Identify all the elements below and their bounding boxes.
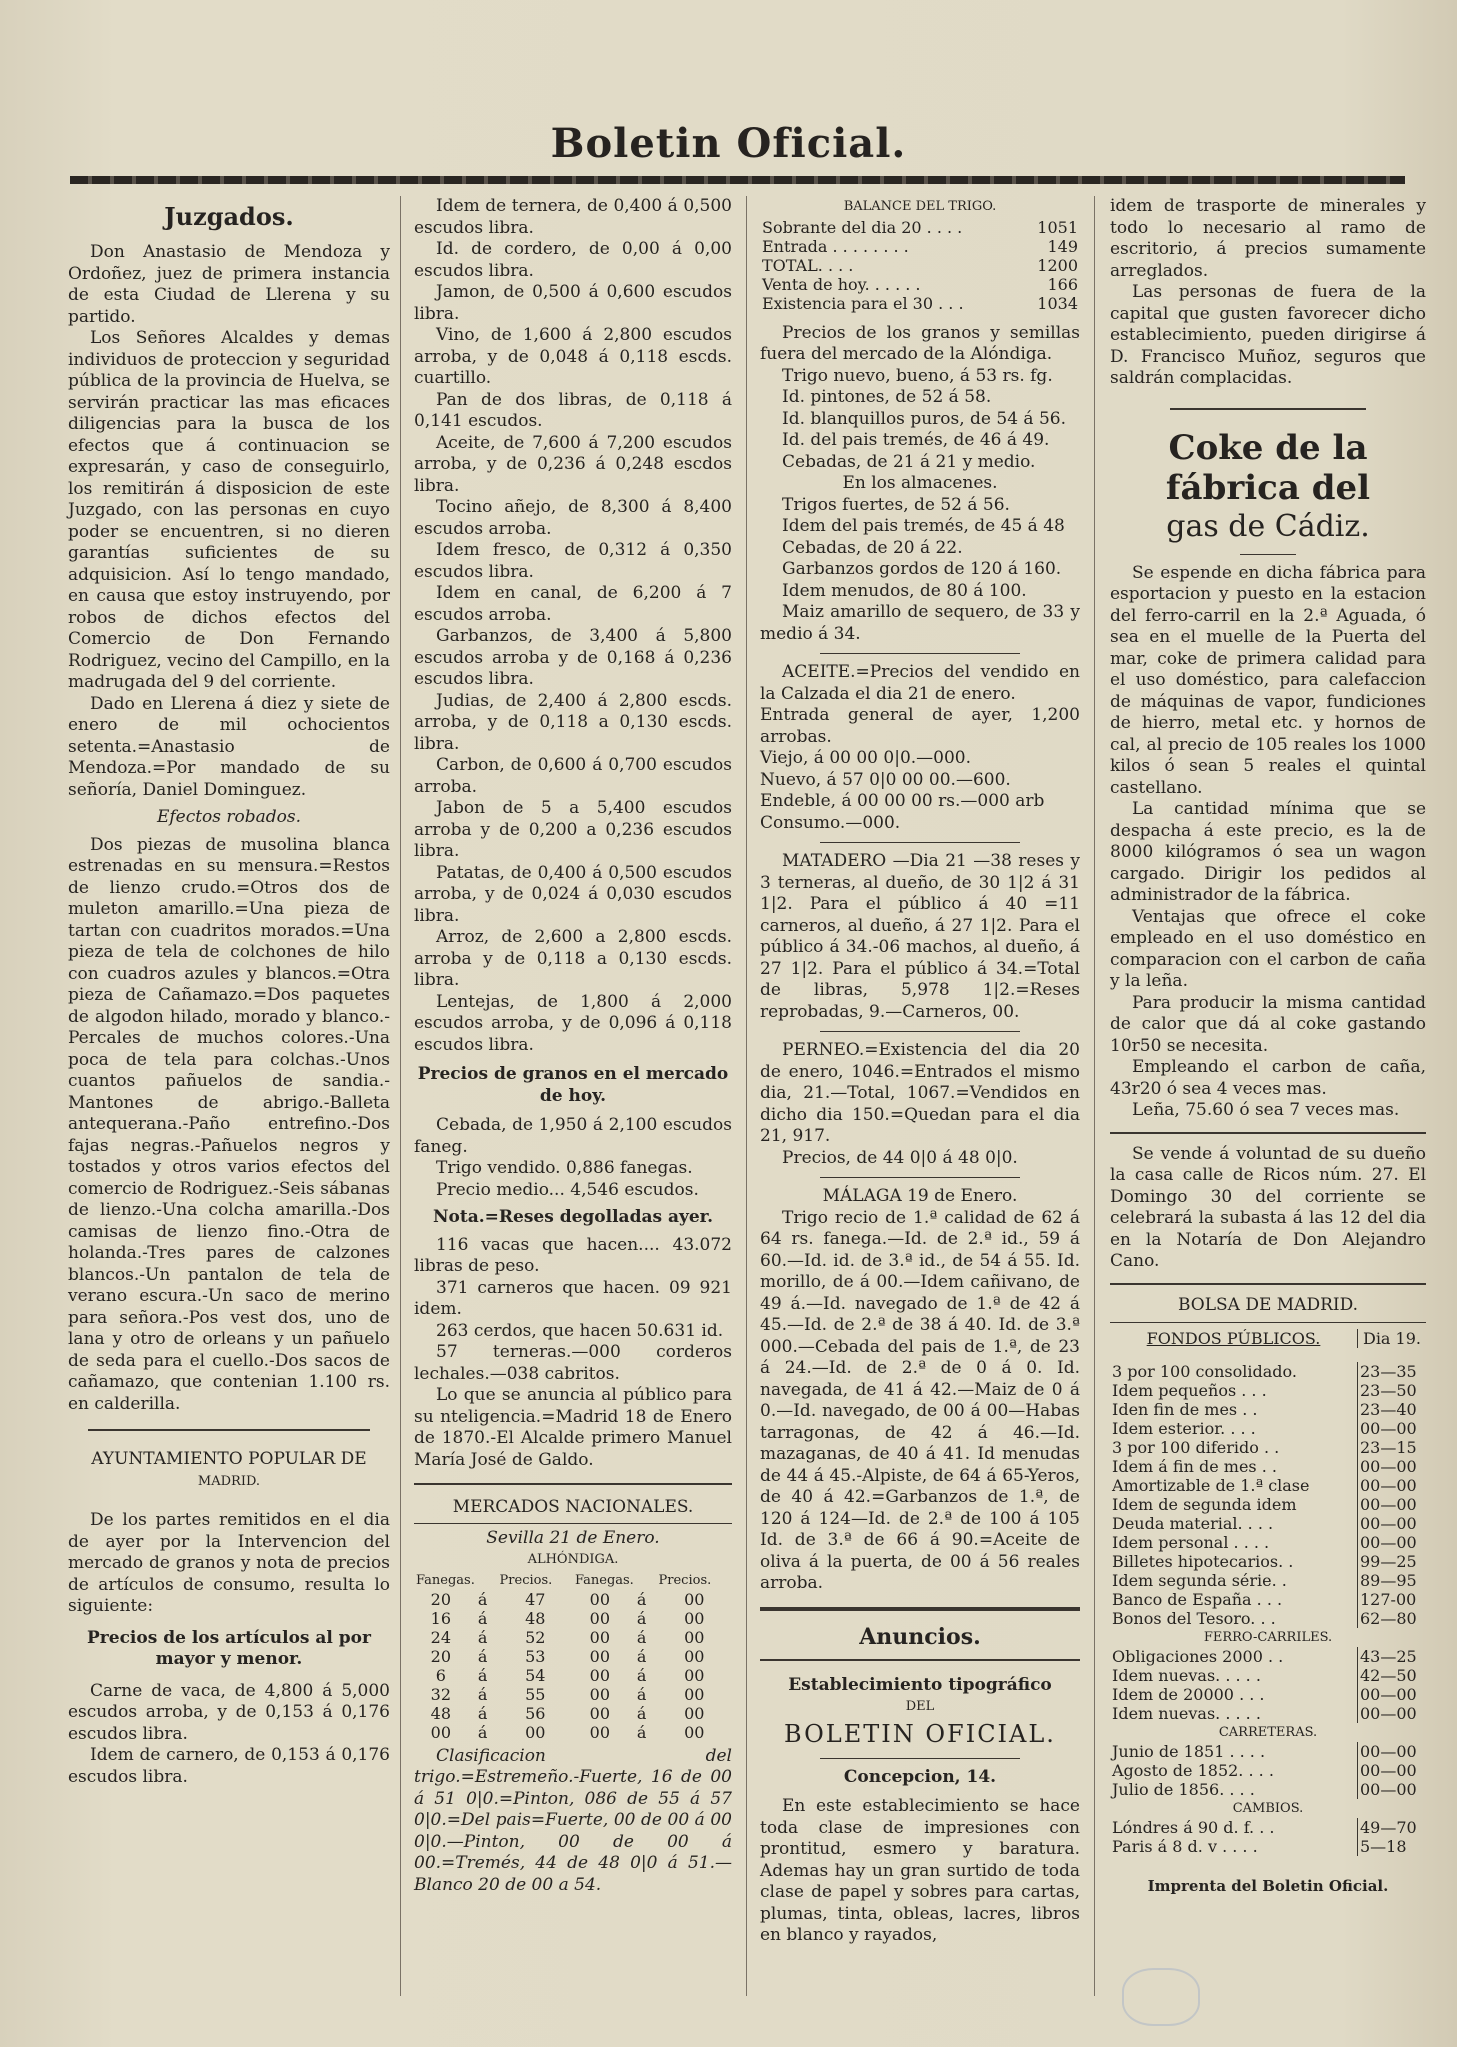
table-header: Precios. bbox=[658, 1572, 712, 1588]
bolsa-value: 42—50 bbox=[1358, 1666, 1427, 1685]
bolsa-row bbox=[1110, 1400, 1426, 1419]
bolsa-value: 00—00 bbox=[1358, 1761, 1427, 1780]
venta-paragraph: Se vende á voluntad de su dueño la casa calle de Ricos núm. 27. El Domingo 30 del corriente se celebrará la subasta á las 12 del dia en la Notaría de Don Alejandro Cano. bbox=[1110, 1143, 1426, 1271]
table-cell: 00 bbox=[684, 1722, 705, 1742]
bolsa-label: Idem nuevas. . . . . bbox=[1112, 1666, 1261, 1685]
price-item: Pan de dos libras, de 0,118 á 0,141 escudos. bbox=[414, 389, 732, 431]
paragraph: Los Señores Alcaldes y demas individuos de proteccion y seguridad pública de la provincia de Huelva, se servirán practicar las mas eficaces diligencias para la busca de los efectos que á continuacion se expresarán, y caso de conseguirlo, los remitirán á disposicion de este Juzgado, con las personas en cuyo poder se encuentren, si no dieren garantías suficientes de su adquisicion. Así lo tengo mandado, en causa que estoy instruyendo, por robos de dichos efectos del Comercio de Don Fernando Rodriguez, vecino del Campillo, en la madrugada del 9 del corriente. bbox=[68, 328, 390, 692]
bolsa-row bbox=[1110, 1609, 1426, 1628]
column-1 bbox=[68, 196, 390, 1788]
table-cell: 00 bbox=[684, 1684, 705, 1704]
table-cell: 00 bbox=[589, 1684, 610, 1704]
balance-row bbox=[760, 294, 1080, 313]
balance-value: 149 bbox=[1047, 236, 1078, 256]
table-header: Precios. bbox=[499, 1572, 553, 1588]
bolsa-label: Paris á 8 d. v . . . . bbox=[1112, 1837, 1258, 1856]
table-cell: 00 bbox=[589, 1589, 610, 1609]
table-cell: 00 bbox=[589, 1665, 610, 1685]
table-cell: 00 bbox=[684, 1589, 705, 1609]
price-item: Id. de cordero, de 0,00 á 0,00 escudos libra. bbox=[414, 239, 732, 281]
column-2 bbox=[414, 196, 732, 1896]
bolsa-value: 127-00 bbox=[1358, 1590, 1427, 1609]
table-cell: á bbox=[477, 1722, 488, 1742]
bolsa-row bbox=[1110, 1552, 1426, 1571]
bolsa-value: 00—00 bbox=[1358, 1685, 1427, 1704]
short-rule bbox=[820, 1031, 1020, 1032]
alhondiga-heading: ALHÓNDIGA. bbox=[527, 1552, 619, 1567]
table-header-row bbox=[414, 1571, 732, 1590]
bolsa-section-row bbox=[1110, 1723, 1426, 1742]
bolsa-table bbox=[1110, 1362, 1426, 1856]
perneo-paragraph: PERNEO.=Existencia del dia 20 de enero, 1046.=Entrados el mismo dia, 21.—Total, 1067.=Vendidos en dicho dia 150.=Quedan para el dia 21, 917. bbox=[760, 1040, 1080, 1146]
bolsa-value: 23—40 bbox=[1358, 1400, 1427, 1419]
coke-paragraph: La cantidad mínima que se despacha á este precio, es la de 8000 kilógramos ó sea un wagon cargado. Dirigir los pedidos al administrador de la fábrica. bbox=[1110, 799, 1426, 905]
bolsa-row bbox=[1110, 1438, 1426, 1457]
price-item: Aceite, de 7,600 á 7,200 escudos arroba, y de 0,236 á 0,248 escdos libra. bbox=[414, 432, 732, 496]
table-cell: á bbox=[477, 1627, 488, 1647]
bolsa-value: 00—00 bbox=[1358, 1780, 1427, 1799]
perneo-prices: Precios, de 44 0|0 á 48 0|0. bbox=[782, 1147, 1018, 1168]
table-cell: 54 bbox=[525, 1665, 546, 1685]
establecimiento-heading: Establecimiento tipográfico bbox=[788, 1674, 1052, 1695]
table-body bbox=[414, 1590, 732, 1742]
section-rule bbox=[1110, 1132, 1426, 1134]
table-cell: 47 bbox=[525, 1589, 546, 1609]
price-item: Cebadas, de 21 á 21 y medio. bbox=[782, 451, 1036, 472]
table-header: Fanegas. bbox=[574, 1572, 634, 1588]
reses-item: 371 carneros que hacen. 09 921 idem. bbox=[414, 1277, 732, 1319]
malaga-dateline: MÁLAGA 19 de Enero. bbox=[822, 1186, 1018, 1206]
bolsa-label: Idem á fin de mes . . bbox=[1112, 1457, 1277, 1476]
table-row bbox=[414, 1647, 732, 1666]
section-rule bbox=[1170, 408, 1366, 410]
table-row bbox=[414, 1666, 732, 1685]
bolsa-value: 62—80 bbox=[1358, 1609, 1427, 1628]
paragraph: De los partes remitidos en el dia de ayer por la Intervencion del mercado de granos y nota de precios de artículos de consumo, resulta lo siguiente: bbox=[68, 1510, 390, 1616]
paragraph: idem de trasporte de minerales y todo lo necesario al ramo de escritorio, á precios sumamente arreglados. bbox=[1110, 196, 1426, 281]
bolsa-row bbox=[1110, 1685, 1426, 1704]
table-cell: 55 bbox=[525, 1684, 546, 1704]
short-rule bbox=[820, 842, 1020, 843]
section-rule bbox=[414, 1483, 732, 1485]
bolsa-row bbox=[1110, 1761, 1426, 1780]
grain-item: Cebada, de 1,950 á 2,100 escudos faneg. bbox=[414, 1115, 732, 1157]
clasificacion-paragraph: Clasificacion del trigo.=Estremeño.-Fuerte, 16 de 00 á 51 0|0.=Pinton, 086 de 55 á 57 0|0.=Del pais=Fuerte, 00 de 00 á 00 0|0.—Pinton, 00 de 00 á 00.=Tremés, 44 de 48 0|0 á 51.—Blanco 20 de 00 a 54. bbox=[414, 1745, 732, 1895]
section-rule bbox=[88, 1429, 370, 1431]
section-rule bbox=[414, 1523, 732, 1524]
table-cell: 00 bbox=[589, 1627, 610, 1647]
subheading-efectos: Efectos robados. bbox=[156, 807, 302, 827]
bolsa-section-heading: CARRETERAS. bbox=[1218, 1725, 1318, 1740]
bolsa-row bbox=[1110, 1666, 1426, 1685]
column-divider bbox=[1094, 196, 1095, 1996]
coke-paragraph: Se espende en dicha fábrica para esportacion y puesto en la estacion del ferro-carril en la 2.ª Aguada, ó sea en el muelle de la Puerta del mar, coke de primera calidad para el uso doméstico, para calefaccion de máquinas de vapor, fundiciones de hierro, metal etc. y hornos de cal, al precio de 105 reales los 1000 kilos ó sean 5 reales el quintal castellano. bbox=[1110, 562, 1426, 798]
price-item: Garbanzos gordos de 120 á 160. bbox=[782, 559, 1062, 579]
bolsa-label: Agosto de 1852. . . . bbox=[1112, 1761, 1274, 1780]
bolsa-label: Banco de España . . . bbox=[1112, 1590, 1283, 1609]
table-cell: 00 bbox=[589, 1703, 610, 1723]
table-cell: á bbox=[477, 1703, 488, 1723]
column-divider bbox=[400, 196, 401, 1996]
bolsa-label: 3 por 100 diferido . . bbox=[1112, 1438, 1280, 1457]
column-3 bbox=[760, 196, 1080, 1947]
table-cell: 32 bbox=[430, 1684, 452, 1704]
price-item: Judias, de 2,400 á 2,800 escds. arroba, y de 0,118 a 0,130 escds. libra. bbox=[414, 690, 732, 754]
table-row bbox=[414, 1685, 732, 1704]
table-cell: 00 bbox=[684, 1665, 705, 1685]
price-item: Patatas, de 0,400 á 0,500 escudos arroba, y de 0,024 á 0,030 escudos libra. bbox=[414, 862, 732, 926]
price-item: Cebadas, de 20 á 22. bbox=[782, 537, 963, 558]
table-cell: 00 bbox=[589, 1608, 610, 1628]
table-cell: 16 bbox=[430, 1608, 452, 1628]
bolsa-value: 23—15 bbox=[1358, 1438, 1427, 1457]
price-item: Maiz amarillo de sequero, de 33 y medio á 34. bbox=[760, 602, 1080, 644]
price-item: Vino, de 1,600 á 2,800 escudos arroba, y de 0,048 á 0,118 escds. cuartillo. bbox=[414, 325, 732, 388]
balance-value: 1034 bbox=[1037, 293, 1078, 313]
bolsa-label: Idem de 20000 . . . bbox=[1112, 1685, 1265, 1704]
bolsa-value: 00—00 bbox=[1358, 1457, 1427, 1476]
price-item: Id. pintones, de 52 á 58. bbox=[782, 387, 992, 407]
price-item: Idem del pais tremés, de 45 á 48 bbox=[782, 516, 1065, 536]
grain-heading: Precios de granos en el mercado de hoy. bbox=[417, 1064, 729, 1106]
table-cell: á bbox=[477, 1684, 488, 1704]
bolsa-row bbox=[1110, 1419, 1426, 1438]
table-row bbox=[414, 1628, 732, 1647]
mercados-heading: MERCADOS NACIONALES. bbox=[452, 1497, 694, 1517]
price-item: Idem fresco, de 0,312 á 0,350 escudos libra. bbox=[414, 540, 732, 582]
table-cell: 00 bbox=[684, 1703, 705, 1723]
bolsa-row bbox=[1110, 1495, 1426, 1514]
closing-paragraph: Lo que se anuncia al público para su nteligencia.=Madrid 18 de Enero de 1870.-El Alcalde primero Manuel María José de Galdo. bbox=[414, 1385, 732, 1470]
table-cell: 53 bbox=[525, 1646, 546, 1666]
short-rule bbox=[820, 1177, 1020, 1178]
table-cell: 00 bbox=[589, 1646, 610, 1666]
reses-item: 116 vacas que hacen.... 43.072 libras de peso. bbox=[414, 1234, 732, 1276]
table-cell: 00 bbox=[684, 1627, 705, 1647]
coke-paragraph: Empleando el carbon de caña, 43r20 ó sea 4 veces mas. bbox=[1110, 1057, 1426, 1099]
bolsa-row bbox=[1110, 1571, 1426, 1590]
short-rule bbox=[820, 653, 1020, 654]
bolsa-header bbox=[1110, 1329, 1426, 1348]
table-cell: á bbox=[636, 1589, 647, 1609]
bolsa-row bbox=[1110, 1818, 1426, 1837]
paragraph: Las personas de fuera de la capital que gusten favorecer dicho establecimiento, pueden dirigirse á D. Francisco Muñoz, seguros que saldrán complacidas. bbox=[1110, 282, 1426, 388]
almacenes-heading: En los almacenes. bbox=[842, 473, 998, 493]
imprenta-footer: Imprenta del Boletin Oficial. bbox=[1147, 1877, 1389, 1895]
balance-value: 1051 bbox=[1037, 217, 1078, 237]
table-cell: 00 bbox=[684, 1646, 705, 1666]
paragraph: Precios de los granos y semillas fuera del mercado de la Alóndiga. bbox=[760, 322, 1080, 364]
balance-label: Venta de hoy. . . . . . bbox=[762, 274, 921, 294]
bolsa-label: Iden fin de mes . . bbox=[1112, 1400, 1258, 1419]
bolsa-value: 00—00 bbox=[1358, 1495, 1427, 1514]
table-row bbox=[414, 1723, 732, 1742]
bolsa-label: Obligaciones 2000 . . bbox=[1112, 1647, 1284, 1666]
bolsa-label: 3 por 100 consolidado. bbox=[1112, 1362, 1297, 1381]
bolsa-label: Idem esterior. . . . bbox=[1112, 1419, 1256, 1438]
bolsa-value: 00—00 bbox=[1358, 1419, 1427, 1438]
matadero-paragraph: MATADERO —Dia 21 —38 reses y 3 terneras, al dueño, de 30 1|2 á 31 1|2. Para el público á 40 =11 carneros, al dueño, á 27 1|2. Para el público á 34.-06 machos, al dueño, á 27 1|2. Para el público á 34.=Total de libras, 5,978 1|2.=Reses reprobadas, 9.—Carneros, 00. bbox=[760, 851, 1080, 1022]
table-cell: á bbox=[636, 1684, 647, 1704]
bolsa-row bbox=[1110, 1837, 1426, 1856]
price-item: Garbanzos, de 3,400 á 5,800 escudos arroba y de 0,168 á 0,236 escudos libra. bbox=[414, 626, 732, 689]
table-cell: 6 bbox=[435, 1665, 446, 1685]
price-item: Idem en canal, de 6,200 á 7 escudos arroba. bbox=[414, 583, 732, 625]
coke-paragraph: Leña, 75.60 ó sea 7 veces mas. bbox=[1132, 1100, 1400, 1120]
bolsa-label: Idem pequeños . . . bbox=[1112, 1381, 1267, 1400]
bolsa-row bbox=[1110, 1457, 1426, 1476]
masthead-rule bbox=[70, 176, 1405, 184]
spacer bbox=[1110, 1348, 1426, 1362]
price-item: Carne de vaca, de 4,800 á 5,000 escudos arroba, y de 0,153 á 0,176 escudos libra. bbox=[68, 1680, 390, 1744]
coke-paragraph: Para producir la misma cantidad de calor que dá al coke gastando 10r50 se necesita. bbox=[1110, 992, 1426, 1056]
prices-heading: Precios de los artículos al por mayor y menor. bbox=[87, 1627, 371, 1669]
balance-row bbox=[760, 275, 1080, 294]
table-row bbox=[414, 1590, 732, 1609]
balance-row bbox=[760, 237, 1080, 256]
bolsa-row bbox=[1110, 1780, 1426, 1799]
bolsa-value: 00—00 bbox=[1358, 1476, 1427, 1495]
price-item: Idem de ternera, de 0,400 á 0,500 escudos libra. bbox=[414, 196, 732, 238]
price-item: Arroz, de 2,600 a 2,800 escds. arroba y de 0,118 a 0,130 escds. libra. bbox=[414, 927, 732, 990]
bolsa-section-heading: CAMBIOS. bbox=[1232, 1801, 1304, 1816]
table-cell: 20 bbox=[430, 1646, 452, 1666]
bolsa-label: Idem de segunda idem bbox=[1112, 1495, 1297, 1514]
nota-heading: Nota.=Reses degolladas ayer. bbox=[432, 1207, 713, 1227]
bolsa-label: Deuda material. . . . bbox=[1112, 1514, 1274, 1533]
table-cell: á bbox=[636, 1665, 647, 1685]
del-label: DEL bbox=[905, 1699, 935, 1714]
bolsa-section-heading: FERRO-CARRILES. bbox=[1203, 1630, 1333, 1645]
table-cell: 00 bbox=[525, 1722, 546, 1742]
balance-label: Sobrante del dia 20 . . . . bbox=[762, 217, 963, 237]
column-divider bbox=[746, 196, 747, 1996]
boletin-heading: BOLETIN OFICIAL. bbox=[784, 1719, 1056, 1748]
establecimiento-paragraph: En este establecimiento se hace toda clase de impresiones con prontitud, esmero y baratura. Ademas hay un gran surtido de toda clase de papel y sobres para cartas, plumas, tinta, obleas, lacres, libros en blanco y rayados, bbox=[760, 1796, 1080, 1945]
bolsa-label: Amortizable de 1.ª clase bbox=[1112, 1476, 1310, 1495]
malaga-paragraph: Trigo recio de 1.ª calidad de 62 á 64 rs. fanega.—Id. de 2.ª id., 59 á 60.—Id. id. de 3.ª id., de 54 á 55. Id. morillo, de á 00.—Idem cañivano, de 49 á.—Id. navegado de 1.ª de 42 á 45.—Id. de 2.ª de 38 á 40. Id. de 3.ª 000.—Cebada del pais de 1.ª, de 23 á 24.—Id. de 2.ª de 0 á 0. Id. navegada, de 41 á 42.—Maiz de 0 á 0.—Id. navegado, de 00 á 00—Habas tarragonas, de 42 á 46.—Id. mazaganas, de 40 á 41. Id menudas de 44 á 45.-Alpiste, de 64 á 65-Yeros, de 40 á 42.=Garbanzos de 1.ª, de 120 á 124—Id. de 2.ª de 100 á 105 Id. de 3.ª de 66 á 90.=Aceite de oliva á la puerta, de 00 á 56 reales arroba. bbox=[760, 1207, 1080, 1593]
price-item: Id. blanquillos puros, de 54 á 56. bbox=[782, 408, 1066, 429]
anuncios-heading: Anuncios. bbox=[859, 1623, 981, 1650]
table-row bbox=[414, 1704, 732, 1723]
bolsa-row bbox=[1110, 1704, 1426, 1723]
section-rule bbox=[760, 1607, 1080, 1611]
table-cell: 24 bbox=[430, 1627, 452, 1647]
grain-item: Trigo vendido. 0,886 fanegas. bbox=[436, 1158, 693, 1178]
bolsa-label: Bonos del Tesoro. . . bbox=[1112, 1609, 1276, 1628]
alhondiga-table bbox=[414, 1571, 732, 1742]
library-stamp bbox=[1122, 1968, 1200, 2026]
bolsa-row bbox=[1110, 1647, 1426, 1666]
bolsa-value: 23—50 bbox=[1358, 1381, 1427, 1400]
table-cell: á bbox=[477, 1665, 488, 1685]
dia-heading: Dia 19. bbox=[1358, 1329, 1427, 1348]
bolsa-label: Idem nuevas. . . . . bbox=[1112, 1704, 1261, 1723]
table-cell: á bbox=[636, 1703, 647, 1723]
ayuntamiento-subheading: MADRID. bbox=[197, 1473, 261, 1489]
price-item: Idem menudos, de 80 á 100. bbox=[782, 580, 1027, 601]
bolsa-label: Julio de 1856. . . . bbox=[1112, 1780, 1255, 1799]
table-cell: 56 bbox=[525, 1703, 546, 1723]
short-rule bbox=[1240, 554, 1296, 555]
balance-label: Existencia para el 30 . . . bbox=[762, 293, 964, 313]
price-item: Lentejas, de 1,800 á 2,000 escudos arroba, y de 0,096 á 0,118 escudos libra. bbox=[414, 991, 732, 1055]
balance-heading: BALANCE DEL TRIGO. bbox=[843, 199, 997, 214]
balance-label: TOTAL. . . . bbox=[762, 255, 854, 275]
fondos-heading: FONDOS PÚBLICOS. bbox=[1146, 1329, 1321, 1348]
table-cell: á bbox=[477, 1589, 488, 1609]
coke-heading: Coke de la fábrica del bbox=[1165, 427, 1371, 508]
price-item: Id. del pais tremés, de 46 á 49. bbox=[782, 430, 1050, 450]
table-cell: 48 bbox=[525, 1608, 546, 1628]
reses-item: 57 terneras.—000 corderos lechales.—038 cabritos. bbox=[414, 1342, 732, 1384]
bolsa-section-row bbox=[1110, 1799, 1426, 1818]
concepcion-heading: Concepcion, 14. bbox=[843, 1766, 997, 1787]
price-item: Tocino añejo, de 8,300 á 8,400 escudos arroba. bbox=[414, 497, 732, 539]
bolsa-value: 99—25 bbox=[1358, 1552, 1427, 1571]
bolsa-row bbox=[1110, 1533, 1426, 1552]
bolsa-row bbox=[1110, 1590, 1426, 1609]
table-cell: á bbox=[636, 1722, 647, 1742]
table-cell: á bbox=[636, 1627, 647, 1647]
table-cell: á bbox=[636, 1608, 647, 1628]
short-rule bbox=[820, 1758, 1020, 1759]
balance-table bbox=[760, 218, 1080, 313]
table-cell: 52 bbox=[525, 1627, 546, 1647]
juzgados-heading: Juzgados. bbox=[164, 202, 294, 231]
bolsa-label: Lóndres á 90 d. f. . . bbox=[1112, 1818, 1275, 1837]
bolsa-label: Billetes hipotecarios. . bbox=[1112, 1552, 1294, 1571]
table-cell: 20 bbox=[430, 1589, 452, 1609]
bolsa-label: Junio de 1851 . . . . bbox=[1112, 1742, 1266, 1761]
table-cell: 00 bbox=[589, 1722, 610, 1742]
table-cell: á bbox=[636, 1646, 647, 1666]
bolsa-section-row bbox=[1110, 1628, 1426, 1647]
bolsa-value: 00—00 bbox=[1358, 1514, 1427, 1533]
price-item: Trigos fuertes, de 52 á 56. bbox=[782, 494, 1010, 515]
bolsa-value: 89—95 bbox=[1358, 1571, 1427, 1590]
paragraph: Don Anastasio de Mendoza y Ordoñez, juez de primera instancia de esta Ciudad de Llerena y su partido. bbox=[68, 242, 390, 327]
price-item: Idem de carnero, de 0,153 á 0,176 escudos libra. bbox=[68, 1745, 390, 1787]
grain-item: Precio medio... 4,546 escudos. bbox=[436, 1179, 699, 1200]
balance-value: 166 bbox=[1047, 274, 1078, 294]
bolsa-row bbox=[1110, 1476, 1426, 1495]
balance-label: Entrada . . . . . . . . bbox=[762, 236, 909, 256]
aceite-paragraph: ACEITE.=Precios del vendido en la Calzada el dia 21 de enero. Entrada general de ayer, 1,200 arrobas. Viejo, á 00 00 0|0.—000. Nuevo, á 57 0|0 00 00.—600. Endeble, á 00 00 00 rs.—000 arb Consumo.—000. bbox=[760, 662, 1080, 833]
bolsa-value: 00—00 bbox=[1358, 1533, 1427, 1552]
table-cell: á bbox=[477, 1608, 488, 1628]
bolsa-row bbox=[1110, 1362, 1426, 1381]
bolsa-label: Idem segunda série. . bbox=[1112, 1571, 1287, 1590]
column-4 bbox=[1110, 196, 1426, 1898]
table-header: Fanegas. bbox=[416, 1572, 475, 1588]
section-rule bbox=[760, 1659, 1080, 1661]
price-item: Jamon, de 0,500 á 0,600 escudos libra. bbox=[414, 282, 732, 324]
bolsa-row bbox=[1110, 1742, 1426, 1761]
ayuntamiento-heading: AYUNTAMIENTO POPULAR DE bbox=[91, 1449, 367, 1469]
masthead-title: Boletin Oficial. bbox=[550, 120, 907, 167]
price-item: Carbon, de 0,600 á 0,700 escudos arroba. bbox=[414, 755, 732, 797]
bolsa-value: 23—35 bbox=[1358, 1362, 1427, 1381]
coke-subheading: gas de Cádiz. bbox=[1166, 508, 1370, 544]
bolsa-value: 43—25 bbox=[1358, 1647, 1427, 1666]
balance-value: 1200 bbox=[1037, 255, 1078, 275]
bolsa-value: 00—00 bbox=[1358, 1742, 1427, 1761]
bolsa-value: 49—70 bbox=[1358, 1818, 1427, 1837]
price-item: Jabon de 5 a 5,400 escudos arroba y de 0,200 a 0,236 escudos libra. bbox=[414, 798, 732, 861]
price-item: Trigo nuevo, bueno, á 53 rs. fg. bbox=[782, 365, 1053, 386]
table-cell: á bbox=[477, 1646, 488, 1666]
table-cell: 00 bbox=[684, 1608, 705, 1628]
bolsa-heading: BOLSA DE MADRID. bbox=[1177, 1294, 1359, 1315]
balance-row bbox=[760, 218, 1080, 237]
bolsa-value: 5—18 bbox=[1358, 1837, 1427, 1856]
bolsa-label: Idem personal . . . . bbox=[1112, 1533, 1270, 1552]
paragraph: Dado en Llerena á diez y siete de enero de mil ochocientos setenta.=Anastasio de Mendoza.=Por mandado de su señoría, Daniel Dominguez. bbox=[68, 693, 390, 800]
bolsa-row bbox=[1110, 1381, 1426, 1400]
table-row bbox=[414, 1609, 732, 1628]
balance-row bbox=[760, 256, 1080, 275]
bolsa-row bbox=[1110, 1514, 1426, 1533]
section-rule bbox=[1110, 1283, 1426, 1285]
reses-item: 263 cerdos, que hacen 50.631 id. bbox=[436, 1320, 724, 1341]
short-rule bbox=[1110, 1322, 1426, 1323]
bolsa-value: 00—00 bbox=[1358, 1704, 1427, 1723]
sevilla-dateline: Sevilla 21 de Enero. bbox=[486, 1527, 660, 1548]
paragraph-efectos: Dos piezas de musolina blanca estrenadas en su mensura.=Restos de lienzo crudo.=Otros dos de muleton amarillo.=Una pieza de tartan con cuadritos morados.=Una pieza de tela de colchones de hilo con cuadros azules y blancos.=Otra pieza de Cañamazo.=Dos paquetes de algodon hilado, morado y blanco.-Percales de muchos colores.-Una poca de tela para colchas.-Unos cuantos pañuelos de sandia.-Mantones de abrigo.-Balleta antequerana.-Paño entrefino.-Dos fajas negras.-Pañuelos negros y tostados y otros varios efectos del comercio de Rodriguez.-Seis sábanas de lienzo.-Una colcha amarilla.-Dos camisas de lienzo fino.-Otra de holanda.-Tres pares de calzones blancos.-Un pantalon de tela de verano escura.-Un saco de merino para señora.-Pos vest dos, uno de lana y otro de orleans y un pañuelo de seda para el cuello.-Dos sacos de cañamazo, que contenian 1.100 rs. en calderilla. bbox=[68, 834, 390, 1414]
coke-paragraph: Ventajas que ofrece el coke empleado en el uso doméstico en comparacion con el carbon de caña y la leña. bbox=[1110, 906, 1426, 991]
table-cell: 00 bbox=[430, 1722, 452, 1742]
table-cell: 48 bbox=[430, 1703, 452, 1723]
